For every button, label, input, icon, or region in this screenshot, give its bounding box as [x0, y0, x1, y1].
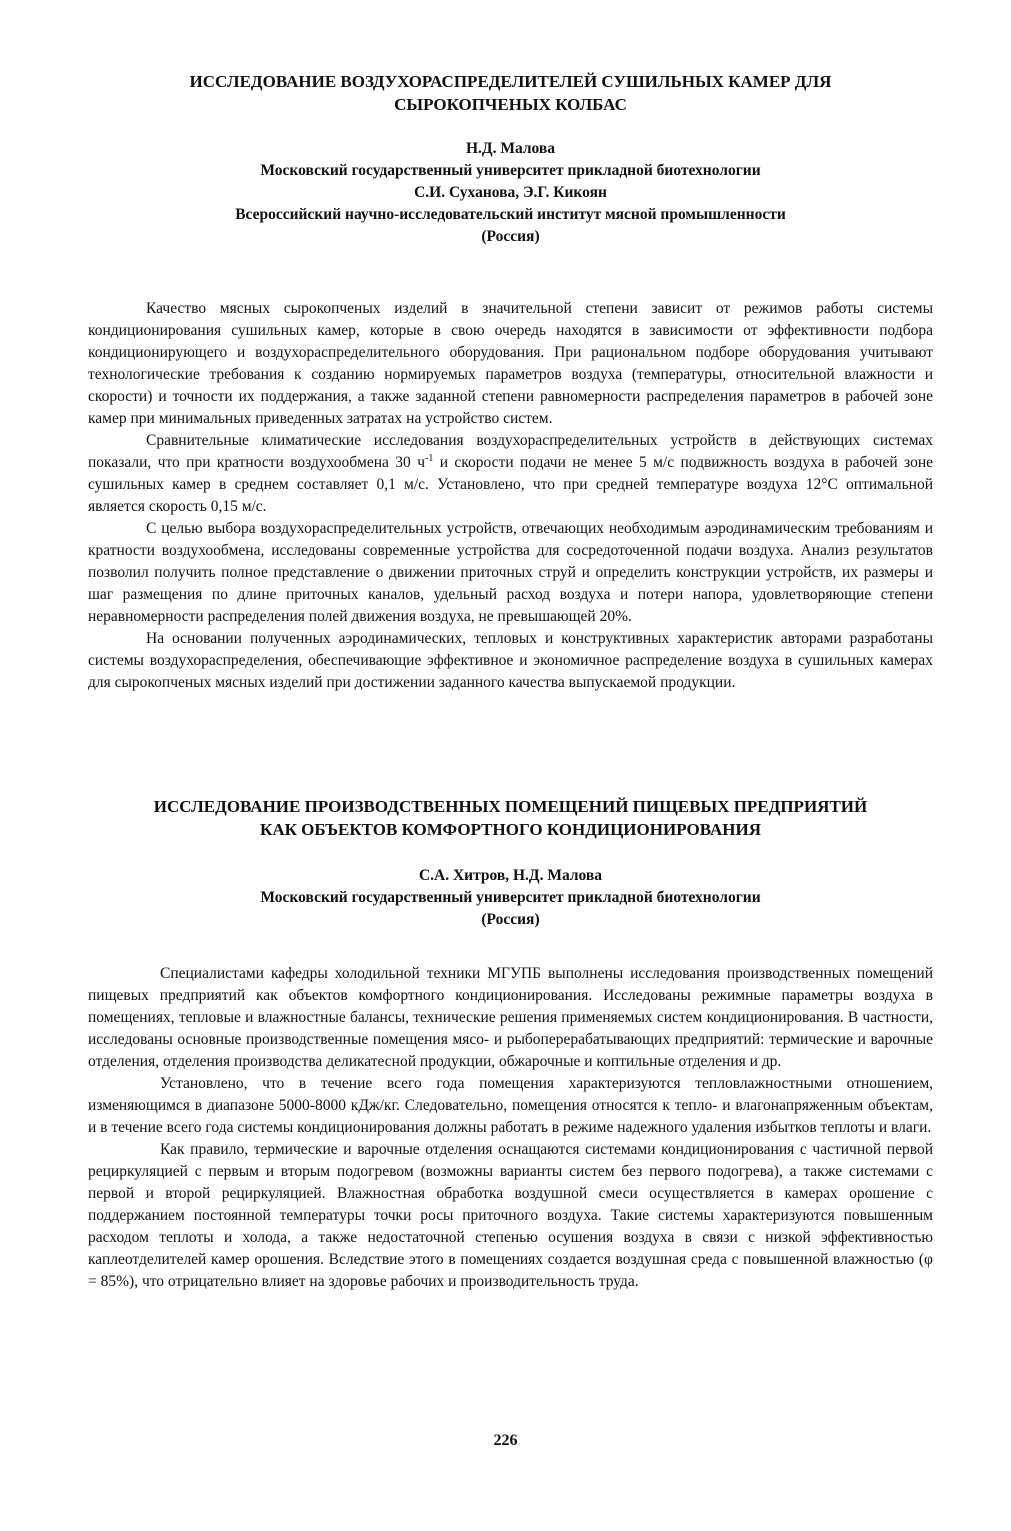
article-1-country: (Россия): [481, 228, 540, 245]
article-1-paragraph-4: На основании полученных аэродинамических, тепловых и конструктивных характеристик авторами разработаны системы воздухораспределения, обеспечивающие эффективное и экономичное распределение воздуха в сушильных камерах для сырокопченых мясных изделий при достижении заданного качества выпускаемой продукции.: [88, 630, 933, 691]
article-1-paragraph-2: [88, 430, 933, 518]
article-1-paragraph-1: Качество мясных сырокопченых изделий в значительной степени зависит от режимов работы системы кондиционирования сушильных камер, которые в свою очередь находятся в зависимости от эффективности подбора кондиционирующего и воздухораспределительного оборудования. При рациональном подборе оборудования учитывают технологические требования к созданию нормируемых параметров воздуха (температуры, относительной влажности и скорости) и точности их поддержания, а также заданной степени равномерности распределения параметров в рабочей зоне камер при минимальных приведенных затратах на устройство систем.: [88, 300, 933, 427]
article-1-authors-2: С.И. Суханова, Э.Г. Кикоян: [414, 184, 607, 201]
article-1-affiliation-1: Московский государственный университет прикладной биотехнологии: [260, 162, 761, 179]
article-1-paragraph-3: С целью выбора воздухораспределительных устройств, отвечающих необходимым аэродинамическим требованиям и кратности воздухообмена, исследованы современные устройства для сосредоточенной подачи воздуха. Анализ результатов позволил получить полное представление о движении приточных струй и определить конструкции устройств, их размеры и шаг размещения по длине приточных каналов, удельный расход воздуха и потери напора, удовлетворяющие степени неравномерности распределения полей движения воздуха, не превышающей 20%.: [88, 520, 933, 625]
article-1-paragraph-2-part-b: и скорости подачи не менее 5 м/с подвижность воздуха в рабочей зоне сушильных камер в среднем составляет 0,1 м/с. Установлено, что при средней температуре воздуха 12°С оптимальной является скорость 0,15 м/с.: [88, 454, 934, 515]
article-2: [88, 795, 933, 1293]
article-2-paragraph-3: Как правило, термические и варочные отделения оснащаются системами кондиционирования с частичной первой рециркуляцией с первым и вторым подогревом (возможны варианты систем без первого подогрева), а также системами с первой и второй рециркуляцией. Влажностная обработка воздушной смеси осуществляется в камерах орошение с поддержанием постоянной температуры точки росы приточного воздуха. Такие системы характеризуются повышенным расходом теплоты и холода, а также недостаточной степенью осушения воздуха в связи с низкой эффективностью каплеотделителей камер орошения. Вследствие этого в помещениях создается воздушная среда с повышенной влажностью (φ = 85%), что отрицательно влияет на здоровье рабочих и производительность труда.: [88, 1141, 933, 1290]
article-1-authors: [88, 138, 933, 248]
article-1-author-1: Н.Д. Малова: [465, 140, 556, 157]
page-number: 226: [493, 1432, 518, 1449]
article-2-paragraph-2: Установлено, что в течение всего года помещения характеризуются тепловлажностными отношением, изменяющимся в диапазоне 5000-8000 кДж/кг. Следовательно, помещения относятся к тепло- и влагонапряженным объектам, и в течение всего года системы кондиционирования должны работать в режиме надежного удаления избытков теплоты и влаги.: [88, 1075, 933, 1136]
article-2-title-line-2: КАК ОБЪЕКТОВ КОМФОРТНОГО КОНДИЦИОНИРОВАНИЯ: [260, 820, 761, 839]
article-2-paragraph-1: Специалистами кафедры холодильной техники МГУПБ выполнены исследования производственных помещений пищевых предприятий как объектов комфортного кондиционирования. Исследованы режимные параметры воздуха в помещениях, тепловые и влажностные балансы, технические решения применяемых систем кондиционирования. В частности, исследованы основные производственные помещения мясо- и рыбоперерабатывающих предприятий: термические и варочные отделения, отделения производства деликатесной продукции, обжарочные и коптильные отделения и др.: [88, 965, 933, 1070]
article-1-body: [88, 298, 933, 694]
article-1-title-line-1: ИССЛЕДОВАНИЕ ВОЗДУХОРАСПРЕДЕЛИТЕЛЕЙ СУШИЛЬНЫХ КАМЕР ДЛЯ: [189, 72, 832, 91]
article-2-title-line-1: ИССЛЕДОВАНИЕ ПРОИЗВОДСТВЕННЫХ ПОМЕЩЕНИЙ ПИЩЕВЫХ ПРЕДПРИЯТИЙ: [153, 797, 868, 816]
article-1-paragraph-2-superscript: -1: [425, 452, 434, 464]
article-1-paragraph-2-part-a: Сравнительные климатические исследования воздухораспределительных устройств в действующих системах показали, что при кратности воздухообмена 30 ч: [88, 432, 933, 471]
article-1-affiliation-2: Всероссийский научно-исследовательский институт мясной промышленности: [235, 206, 786, 223]
article-2-title: [88, 795, 933, 841]
article-2-affiliation: Московский государственный университет прикладной биотехнологии: [260, 889, 761, 906]
article-2-authors: [88, 865, 933, 931]
article-1: [88, 70, 933, 694]
article-2-country: (Россия): [481, 911, 540, 928]
article-1-title-line-2: СЫРОКОПЧЕНЫХ КОЛБАС: [394, 95, 627, 114]
article-2-body: [88, 963, 933, 1293]
article-1-title: [88, 70, 933, 116]
article-2-author-names: С.А. Хитров, Н.Д. Малова: [418, 867, 603, 884]
